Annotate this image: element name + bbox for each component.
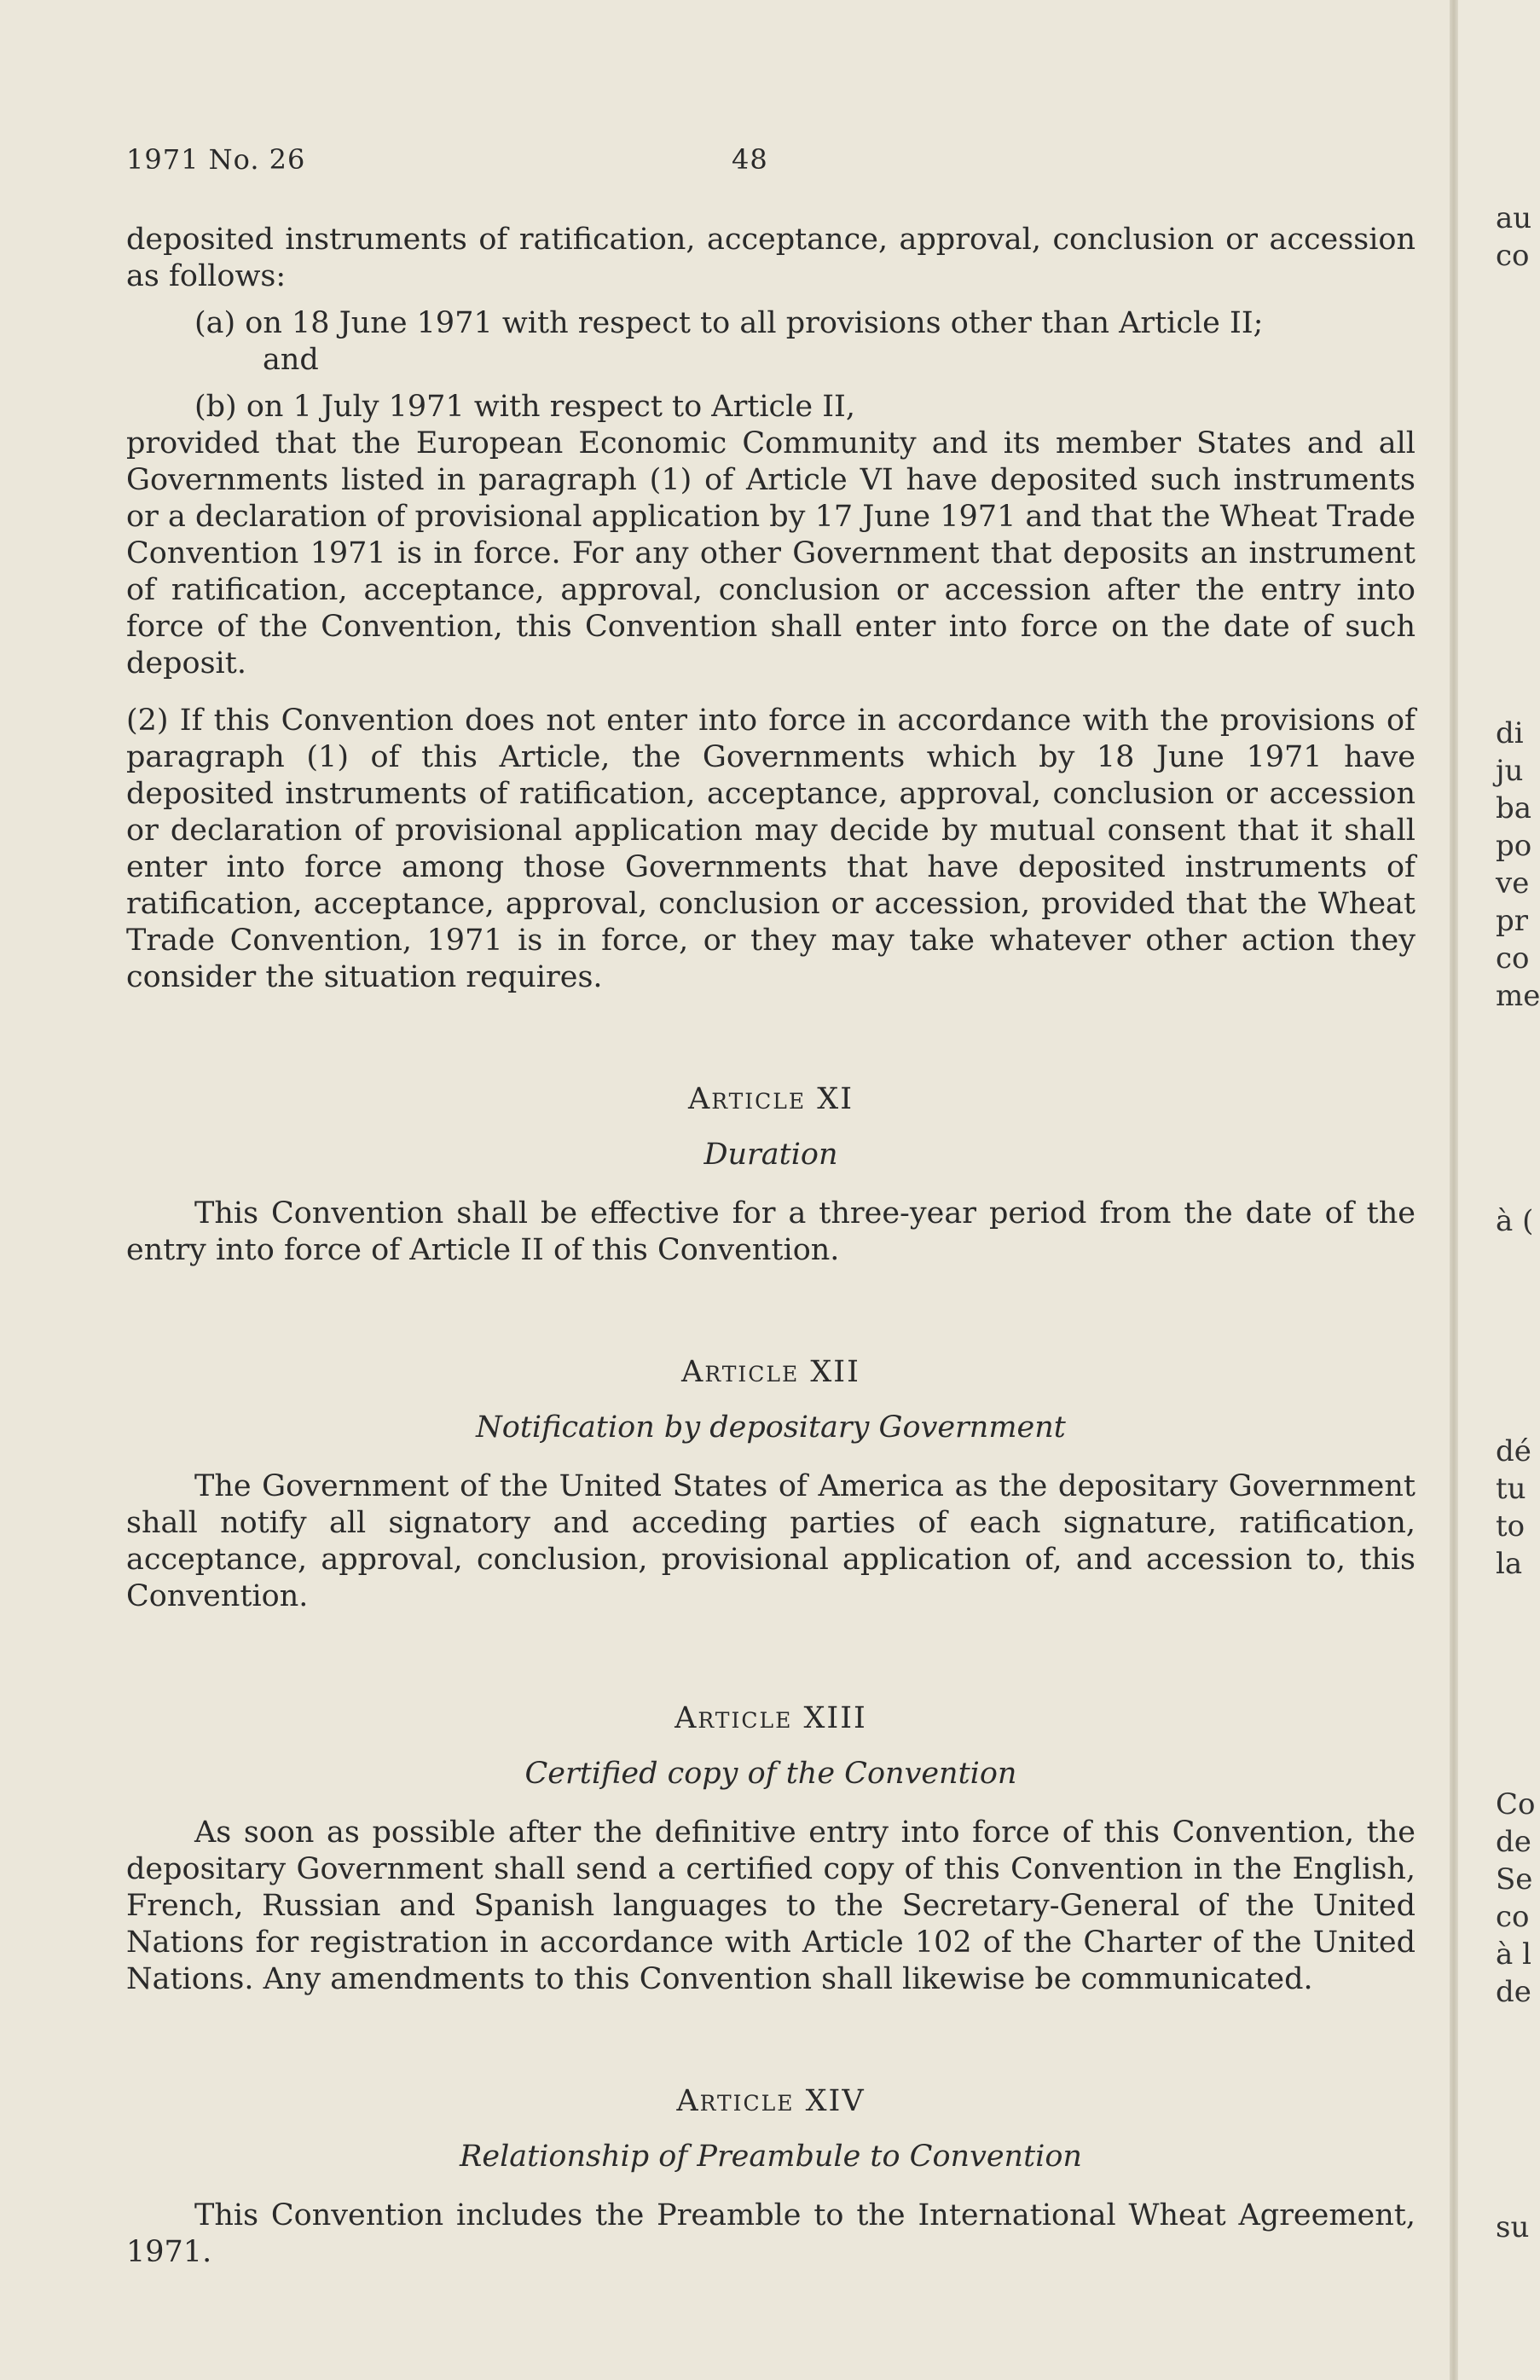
article-xii — [126, 1354, 1416, 1615]
facing-fragment: co — [1496, 1900, 1530, 1934]
facing-fragment: à ( — [1496, 1204, 1534, 1238]
article-body: This Convention includes the Preamble to the International Wheat Agreement, 1971. — [126, 2198, 1416, 2269]
page-header — [126, 143, 768, 176]
article-subtitle: Relationship of Preambule to Convention — [460, 2140, 1082, 2174]
article-title: Article XII — [681, 1355, 860, 1389]
article-title: Article XIV — [676, 2084, 866, 2118]
facing-fragment: de — [1496, 1975, 1531, 2009]
facing-fragment: dé — [1496, 1434, 1531, 1468]
facing-fragment: Se — [1496, 1862, 1533, 1896]
facing-fragment: tu — [1496, 1472, 1526, 1506]
facing-fragment: me — [1496, 979, 1540, 1013]
facing-fragment: to — [1496, 1509, 1526, 1543]
article-xi — [126, 1081, 1416, 1269]
facing-fragment: di — [1496, 716, 1524, 750]
page-number: 48 — [732, 143, 768, 176]
article-body: As soon as possible after the definitive entry into force of this Convention, the depositary Government shall send a certified copy of this Convention in the English, French, Russian and Spanish languages to the Secretary-General of the United Nations for registration in accordance with Article 102 of the Charter of the United Nations. Any amendments to this Convention shall likewise be communicated. — [126, 1815, 1416, 1996]
facing-page-edge — [1458, 0, 1540, 2380]
facing-fragment: su — [1496, 2210, 1530, 2244]
facing-fragment: de — [1496, 1825, 1531, 1859]
book-gutter — [1450, 0, 1458, 2380]
article-body: This Convention shall be effective for a three-year period from the date of the entry into force of Article II of this Convention. — [126, 1196, 1416, 1267]
facing-fragment: ba — [1496, 791, 1532, 825]
article-subtitle: Notification by depositary Government — [476, 1410, 1066, 1445]
list-item-a — [126, 305, 1416, 379]
list-item-a-continuation: and — [263, 343, 319, 377]
facing-fragment: à l — [1496, 1937, 1531, 1972]
list-item-a-text: (a) on 18 June 1971 with respect to all provisions other than Article II; — [194, 306, 1264, 340]
paragraph-deposited: deposited instruments of ratification, acceptance, approval, conclusion or accession as follows: — [126, 223, 1416, 293]
page-content — [126, 222, 1416, 2271]
facing-fragment: po — [1496, 829, 1532, 863]
facing-fragment: ve — [1496, 866, 1530, 900]
article-xiii — [126, 1700, 1416, 1998]
article-subtitle: Certified copy of the Convention — [524, 1757, 1017, 1791]
article-title: Article XIII — [674, 1701, 867, 1735]
article-title: Article XI — [687, 1082, 854, 1116]
facing-fragment: pr — [1496, 904, 1529, 938]
facing-fragment: ju — [1496, 754, 1524, 788]
list-item-b: (b) on 1 July 1971 with respect to Article II, — [194, 390, 855, 424]
facing-fragment: au — [1496, 201, 1532, 235]
facing-fragment: Co — [1496, 1787, 1536, 1821]
article-body: The Government of the United States of America as the depositary Government shall notify all signatory and acceding parties of each signature, ratification, acceptance, approval, conclusion, provisional application of, and accession to, this Convention. — [126, 1469, 1416, 1613]
facing-fragment: la — [1496, 1547, 1523, 1581]
facing-fragment: co — [1496, 239, 1530, 273]
paragraph-2: (2) If this Convention does not enter into force in accordance with the provisions of paragraph (1) of this Article, the Governments which by 18 June 1971 have deposited instruments of ratification, acceptance, approval, conclusion or accession or declaration of provisional application may decide by mutual consent that it shall enter into force among those Governments that have deposited instruments of ratification, acceptance, approval, conclusion or accession, provided that the Wheat Trade Convention, 1971 is in force, or they may take whatever other action they consider the situation requires. — [126, 704, 1416, 994]
header-citation: 1971 No. 26 — [126, 143, 306, 176]
article-subtitle: Duration — [703, 1138, 838, 1172]
facing-fragment: co — [1496, 941, 1530, 976]
article-xiv — [126, 2083, 1416, 2271]
paragraph-provided: provided that the European Economic Community and its member States and all Governments listed in paragraph (1) of Article VI have deposited such instruments or a declaration of provisional application by 17 June 1971 and that the Wheat Trade Convention 1971 is in force. For any other Government that deposits an instrument of ratification, acceptance, approval, conclusion or accession after the entry into force of the Convention, this Convention shall enter into force on the date of such deposit. — [126, 426, 1416, 680]
